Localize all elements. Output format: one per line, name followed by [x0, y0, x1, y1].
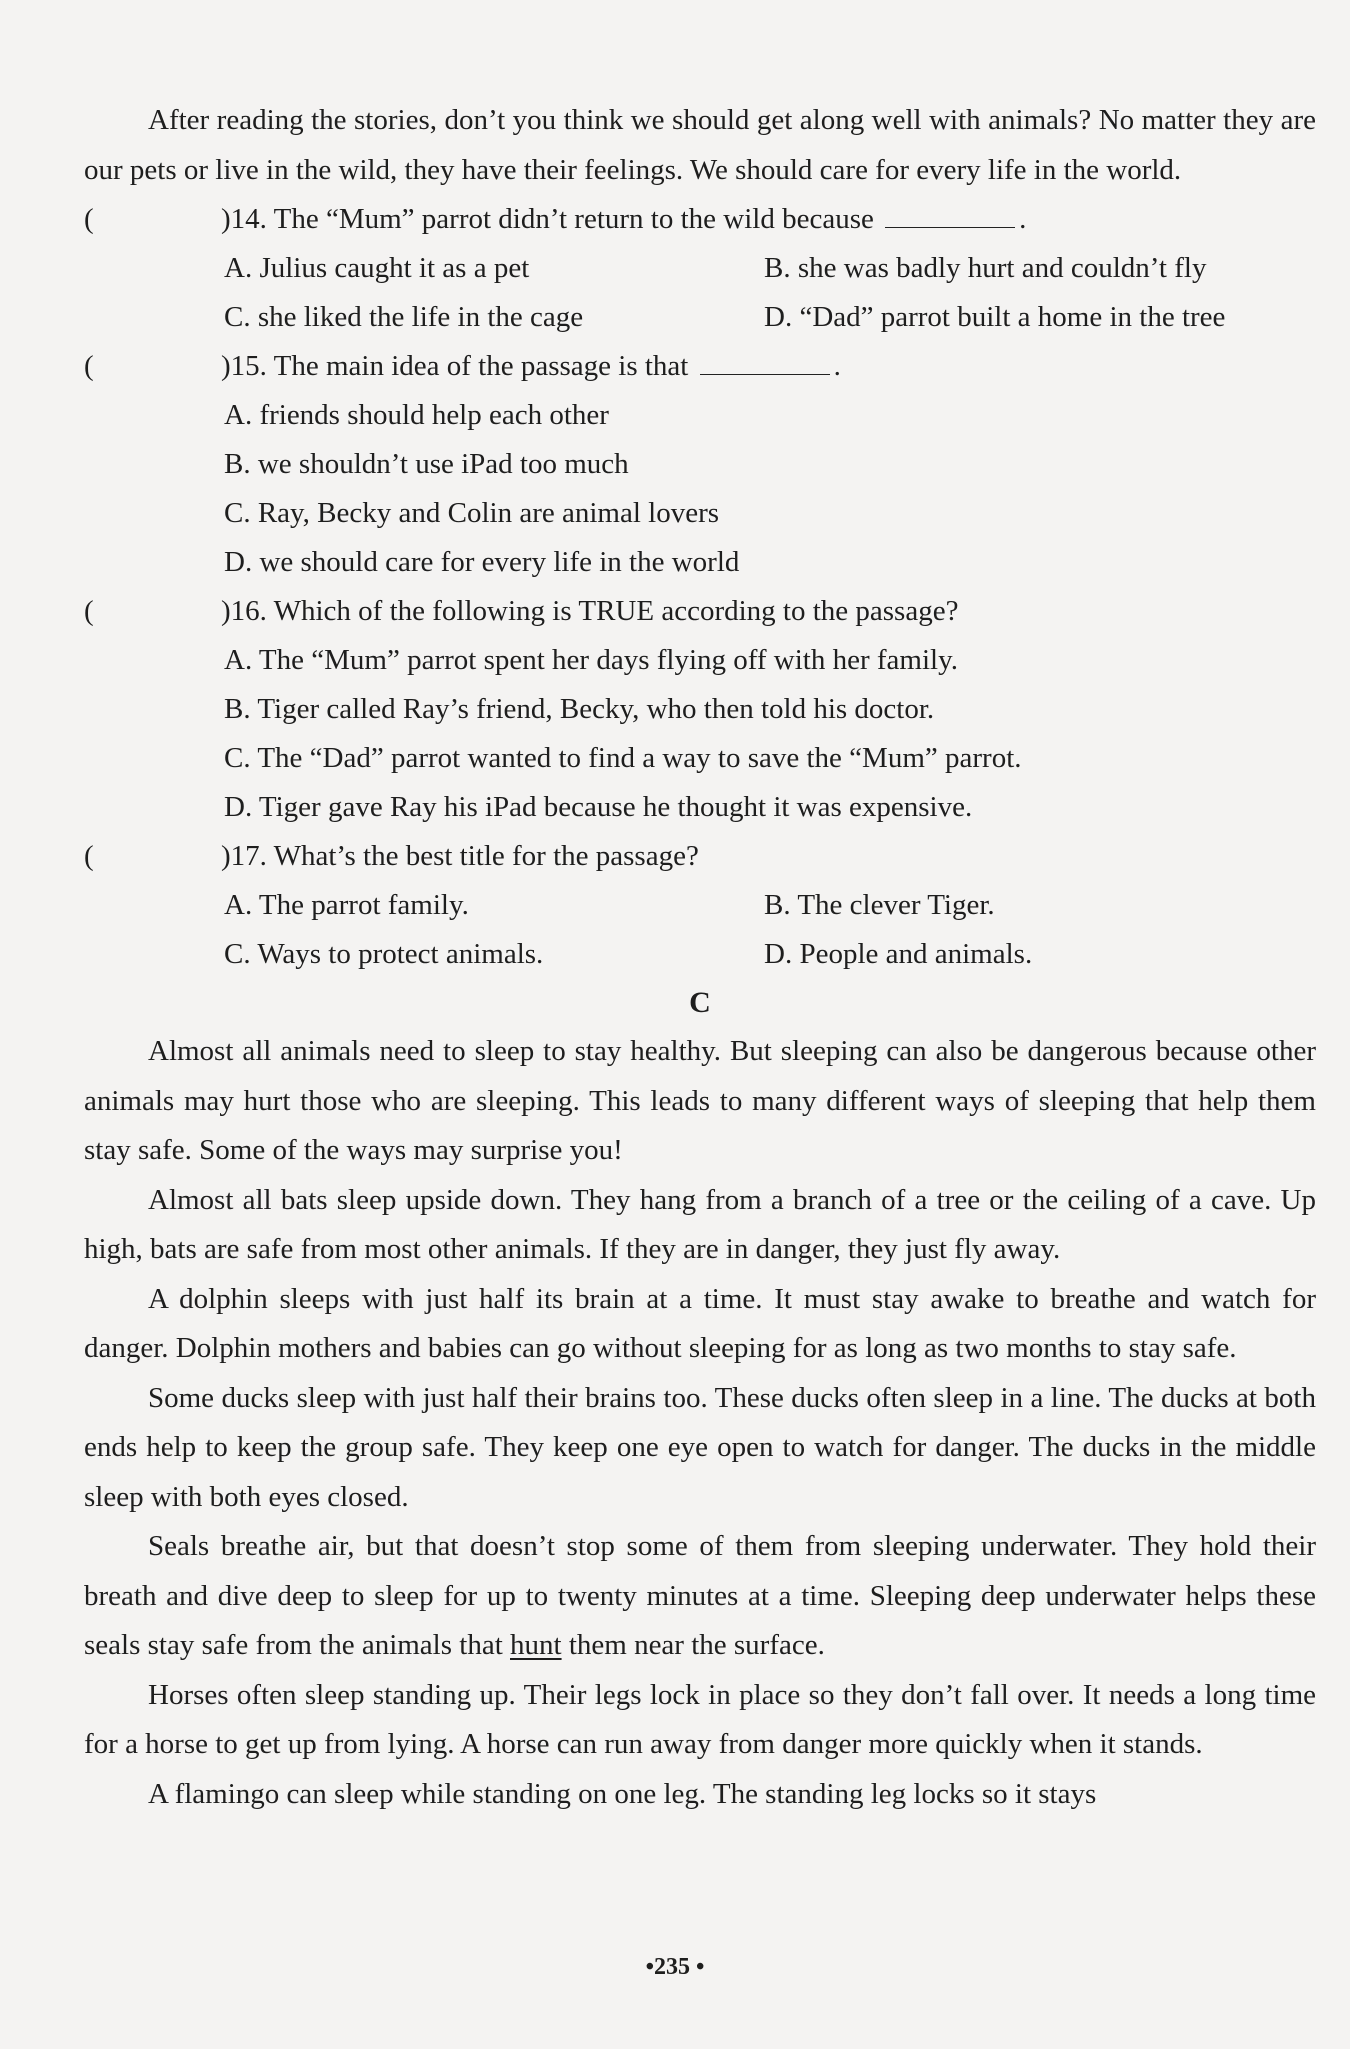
- option-a: A. The parrot family.: [224, 889, 469, 921]
- page-content: [84, 96, 1316, 1819]
- option-b: B. she was badly hurt and couldn’t fly: [764, 252, 1207, 284]
- passage-paragraph: Horses often sleep standing up. Their legs lock in place so they don’t fall over. It needs a long time for a horse to get up from lying. A horse can run away from danger more quickly when it stands.: [84, 1678, 1316, 1760]
- answer-blank: [885, 205, 1015, 228]
- passage-paragraph: Almost all bats sleep upside down. They hang from a branch of a tree or the ceiling of a cave. Up high, bats are safe from most other animals. If they are in danger, they just fly away.: [84, 1183, 1316, 1265]
- answer-paren: (: [84, 203, 94, 235]
- option-b: B. The clever Tiger.: [764, 889, 995, 921]
- intro-paragraph: After reading the stories, don’t you think we should get along well with animals? No matter they are our pets or live in the wild, they have their feelings. We should care for every life in the world.: [84, 104, 1316, 186]
- question-14: ( )14. The “Mum” parrot didn’t return to the wild because .: [84, 195, 1316, 244]
- option-d: D. “Dad” parrot built a home in the tree: [764, 301, 1226, 333]
- option-a: A. The “Mum” parrot spent her days flying off with her family.: [224, 644, 958, 676]
- option-d: D. we should care for every life in the world: [224, 546, 740, 578]
- question-stem: )14. The “Mum” parrot didn’t return to the wild because: [221, 203, 874, 235]
- answer-blank: [700, 352, 830, 375]
- options-row: [84, 881, 1316, 930]
- options-row: [84, 244, 1316, 293]
- option-a: A. Julius caught it as a pet: [224, 252, 530, 284]
- underlined-word: hunt: [510, 1629, 562, 1661]
- question-stem: )16. Which of the following is TRUE according to the passage?: [221, 595, 959, 627]
- option-a: A. friends should help each other: [224, 399, 609, 431]
- page-number: •235 •: [645, 1954, 705, 1980]
- options-row: [84, 293, 1316, 342]
- option-c: C. Ray, Becky and Colin are animal lovers: [224, 497, 720, 529]
- option-b: B. we shouldn’t use iPad too much: [224, 448, 629, 480]
- passage-paragraph: A flamingo can sleep while standing on one leg. The standing leg locks so it stays: [148, 1777, 1097, 1810]
- option-c: C. The “Dad” parrot wanted to find a way to save the “Mum” parrot.: [224, 742, 1022, 774]
- question-16: [84, 587, 1316, 636]
- question-15: ( )15. The main idea of the passage is that .: [84, 342, 1316, 391]
- option-d: D. People and animals.: [764, 938, 1033, 970]
- option-c: C. Ways to protect animals.: [224, 938, 544, 970]
- passage-paragraph: Almost all animals need to sleep to stay healthy. But sleeping can also be dangerous because other animals may hurt those who are sleeping. This leads to many different ways of sleeping that help them stay safe. Some of the ways may surprise you!: [84, 1035, 1316, 1166]
- passage-paragraph: A dolphin sleeps with just half its brain at a time. It must stay awake to breathe and watch for danger. Dolphin mothers and babies can go without sleeping for as long as two months to stay safe.: [84, 1282, 1316, 1364]
- section-heading: C: [689, 986, 711, 1019]
- question-stem: )17. What’s the best title for the passage?: [221, 840, 699, 872]
- question-17: [84, 832, 1316, 881]
- option-b: B. Tiger called Ray’s friend, Becky, who then told his doctor.: [224, 693, 935, 725]
- option-d: D. Tiger gave Ray his iPad because he thought it was expensive.: [224, 791, 973, 823]
- answer-paren: (: [84, 350, 94, 382]
- passage-paragraph: Some ducks sleep with just half their brains too. These ducks often sleep in a line. The ducks at both ends help to keep the group safe. They keep one eye open to watch for danger. The ducks in the middle sleep with both eyes closed.: [84, 1381, 1316, 1513]
- passage-paragraph-seals: Seals breathe air, but that doesn’t stop some of them from sleeping underwater. They hold their breath and dive deep to sleep for up to twenty minutes at a time. Sleeping deep underwater helps these seals stay safe from the animals that hunt them near the surface.: [84, 1530, 1316, 1661]
- option-c: C. she liked the life in the cage: [224, 301, 584, 333]
- answer-paren: (: [84, 840, 94, 872]
- question-stem: )15. The main idea of the passage is that: [221, 350, 689, 382]
- answer-paren: (: [84, 595, 94, 627]
- options-row: [84, 930, 1316, 979]
